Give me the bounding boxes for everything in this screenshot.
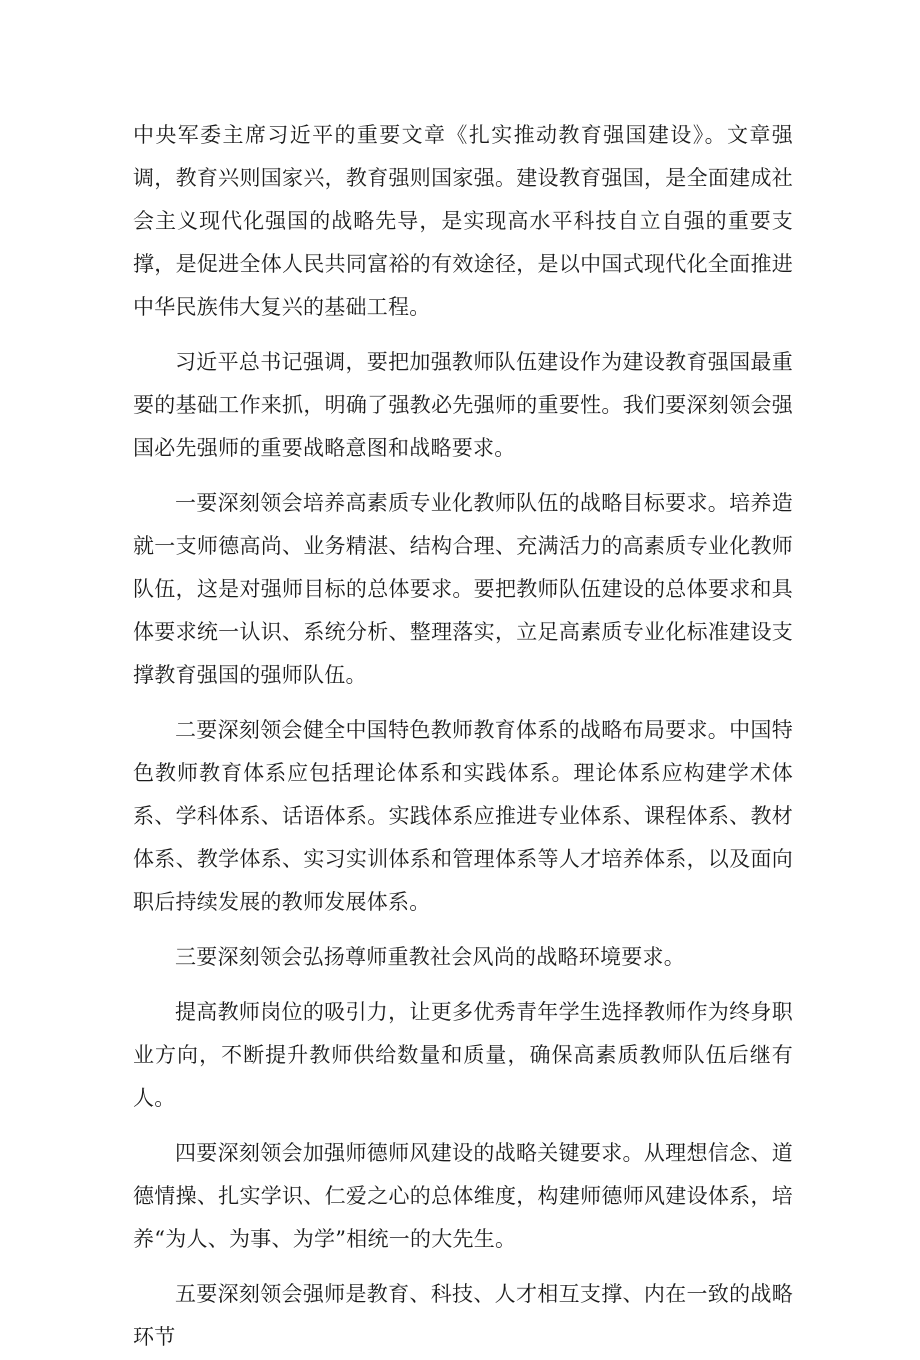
document-body [133,114,793,1360]
paragraph-intro: 中央军委主席习近平的重要文章《扎实推动教育强国建设》。文章强调，教育兴则国家兴，教育强则国家强。建设教育强国，是全面建成社会主义现代化强国的战略先导，是实现高水平科技自立自强的重要支撑，是促进全体人民共同富裕的有效途径，是以中国式现代化全面推进中华民族伟大复兴的基础工程。 [133,123,793,319]
paragraph-teacher-team: 习近平总书记强调，要把加强教师队伍建设作为建设教育强国最重要的基础工作来抓，明确了强教必先强师的重要性。我们要深刻领会强国必先强师的重要战略意图和战略要求。 [133,350,793,460]
paragraph-point-five: 五要深刻领会强师是教育、科技、人才相互支撑、内在一致的战略环节 [133,1282,793,1349]
paragraph-attraction: 提高教师岗位的吸引力，让更多优秀青年学生选择教师作为终身职业方向，不断提升教师供给数量和质量，确保高素质教师队伍后继有人。 [133,1000,793,1110]
paragraph-point-four: 四要深刻领会加强师德师风建设的战略关键要求。从理想信念、道德情操、扎实学识、仁爱之心的总体维度，构建师德师风建设体系，培养“为人、为事、为学”相统一的大先生。 [133,1141,793,1251]
paragraph-point-one: 一要深刻领会培养高素质专业化教师队伍的战略目标要求。培养造就一支师德高尚、业务精湛、结构合理、充满活力的高素质专业化教师队伍，这是对强师目标的总体要求。要把教师队伍建设的总体要求和具体要求统一认识、系统分析、整理落实，立足高素质专业化标准建设支撑教育强国的强师队伍。 [133,491,793,687]
paragraph-point-two: 二要深刻领会健全中国特色教师教育体系的战略布局要求。中国特色教师教育体系应包括理论体系和实践体系。理论体系应构建学术体系、学科体系、话语体系。实践体系应推进专业体系、课程体系、教材体系、教学体系、实习实训体系和管理体系等人才培养体系，以及面向职后持续发展的教师发展体系。 [133,718,793,914]
paragraph-point-three: 三要深刻领会弘扬尊师重教社会风尚的战略环境要求。 [175,945,685,969]
